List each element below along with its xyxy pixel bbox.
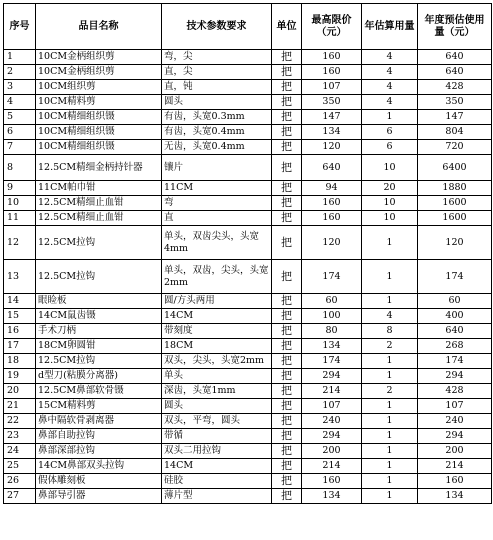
item-name: 假体雕刻板 — [36, 474, 162, 489]
row-index: 21 — [4, 399, 36, 414]
row-index: 9 — [4, 181, 36, 196]
item-name: 15CM精料剪 — [36, 399, 162, 414]
item-unit: 把 — [272, 294, 302, 309]
row-index: 27 — [4, 489, 36, 504]
table-row — [4, 339, 492, 354]
table-row — [4, 80, 492, 95]
item-annual-total: 174 — [418, 354, 492, 369]
item-name: 14CM鼻部双头拉钩 — [36, 459, 162, 474]
table-row — [4, 399, 492, 414]
row-index: 4 — [4, 95, 36, 110]
item-unit: 把 — [272, 459, 302, 474]
item-name: 鼻部深部拉钩 — [36, 444, 162, 459]
item-unit: 把 — [272, 414, 302, 429]
item-spec: 无齿，头宽0.4mm — [162, 140, 272, 155]
item-annual-qty: 1 — [362, 459, 418, 474]
row-index: 24 — [4, 444, 36, 459]
item-unit: 把 — [272, 309, 302, 324]
item-name: 10CM金柄组织剪 — [36, 50, 162, 65]
item-spec: 单头，双齿，尖头，头宽2mm — [162, 260, 272, 294]
item-annual-total: 428 — [418, 80, 492, 95]
item-annual-qty: 2 — [362, 384, 418, 399]
header-row — [4, 4, 492, 50]
table-row — [4, 309, 492, 324]
row-index: 17 — [4, 339, 36, 354]
item-annual-total: 1880 — [418, 181, 492, 196]
item-spec: 薄片型 — [162, 489, 272, 504]
row-index: 22 — [4, 414, 36, 429]
item-max-price: 160 — [302, 65, 362, 80]
item-unit: 把 — [272, 369, 302, 384]
item-annual-total: 107 — [418, 399, 492, 414]
header-name: 品目名称 — [36, 4, 162, 50]
table-row — [4, 444, 492, 459]
row-index: 5 — [4, 110, 36, 125]
row-index: 25 — [4, 459, 36, 474]
item-annual-total: 640 — [418, 50, 492, 65]
item-name: 14CM鼠齿镊 — [36, 309, 162, 324]
item-annual-qty: 2 — [362, 339, 418, 354]
item-max-price: 294 — [302, 369, 362, 384]
item-name: 眼睑板 — [36, 294, 162, 309]
item-spec: 圆头 — [162, 95, 272, 110]
item-max-price: 174 — [302, 354, 362, 369]
item-annual-qty: 10 — [362, 211, 418, 226]
item-annual-total: 294 — [418, 369, 492, 384]
table-row — [4, 50, 492, 65]
row-index: 2 — [4, 65, 36, 80]
item-max-price: 240 — [302, 414, 362, 429]
item-max-price: 214 — [302, 384, 362, 399]
item-annual-qty: 1 — [362, 110, 418, 125]
item-name: 11CM帕巾钳 — [36, 181, 162, 196]
table-row — [4, 196, 492, 211]
item-annual-total: 400 — [418, 309, 492, 324]
item-max-price: 147 — [302, 110, 362, 125]
item-max-price: 134 — [302, 489, 362, 504]
item-spec: 直，尖 — [162, 65, 272, 80]
item-spec: 双头二用拉钩 — [162, 444, 272, 459]
item-spec: 有齿，头宽0.4mm — [162, 125, 272, 140]
item-max-price: 120 — [302, 226, 362, 260]
item-annual-qty: 10 — [362, 155, 418, 181]
table-row — [4, 369, 492, 384]
item-name: 10CM精细组织镊 — [36, 140, 162, 155]
item-max-price: 134 — [302, 125, 362, 140]
item-name: 鼻中隔软骨剥离器 — [36, 414, 162, 429]
item-unit: 把 — [272, 384, 302, 399]
item-name: 18CM卵圆钳 — [36, 339, 162, 354]
item-name: 鼻部导引器 — [36, 489, 162, 504]
item-unit: 把 — [272, 260, 302, 294]
table-row — [4, 140, 492, 155]
item-unit: 把 — [272, 80, 302, 95]
item-name: 10CM精细组织镊 — [36, 125, 162, 140]
item-max-price: 107 — [302, 399, 362, 414]
header-spec: 技术参数要求 — [162, 4, 272, 50]
item-unit: 把 — [272, 50, 302, 65]
item-annual-qty: 4 — [362, 95, 418, 110]
item-annual-qty: 1 — [362, 429, 418, 444]
item-annual-qty: 1 — [362, 369, 418, 384]
item-annual-qty: 10 — [362, 196, 418, 211]
row-index: 6 — [4, 125, 36, 140]
item-unit: 把 — [272, 489, 302, 504]
item-max-price: 174 — [302, 260, 362, 294]
item-annual-total: 804 — [418, 125, 492, 140]
item-annual-qty: 1 — [362, 474, 418, 489]
table-row — [4, 489, 492, 504]
item-annual-total: 240 — [418, 414, 492, 429]
item-name: 12.5CM精细止血钳 — [36, 196, 162, 211]
item-unit: 把 — [272, 324, 302, 339]
item-annual-total: 350 — [418, 95, 492, 110]
row-index: 13 — [4, 260, 36, 294]
item-spec: 双头，平弯，圆头 — [162, 414, 272, 429]
item-unit: 把 — [272, 140, 302, 155]
item-name: 12.5CM拉钩 — [36, 226, 162, 260]
item-spec: 硅胶 — [162, 474, 272, 489]
table-row — [4, 474, 492, 489]
row-index: 16 — [4, 324, 36, 339]
item-name: 手术刀柄 — [36, 324, 162, 339]
table-row — [4, 294, 492, 309]
item-annual-qty: 8 — [362, 324, 418, 339]
item-name: 鼻部自助拉钩 — [36, 429, 162, 444]
item-max-price: 160 — [302, 474, 362, 489]
item-annual-total: 147 — [418, 110, 492, 125]
table-body — [4, 50, 492, 504]
table-row — [4, 459, 492, 474]
item-annual-qty: 1 — [362, 294, 418, 309]
item-annual-qty: 20 — [362, 181, 418, 196]
item-spec: 带循 — [162, 429, 272, 444]
row-index: 19 — [4, 369, 36, 384]
item-annual-total: 200 — [418, 444, 492, 459]
table-row — [4, 324, 492, 339]
item-max-price: 200 — [302, 444, 362, 459]
row-index: 8 — [4, 155, 36, 181]
item-spec: 14CM — [162, 309, 272, 324]
item-spec: 单头 — [162, 369, 272, 384]
item-unit: 把 — [272, 95, 302, 110]
item-max-price: 294 — [302, 429, 362, 444]
table-row — [4, 125, 492, 140]
table-row — [4, 95, 492, 110]
item-max-price: 640 — [302, 155, 362, 181]
item-unit: 把 — [272, 211, 302, 226]
item-spec: 双头，尖头，头宽2mm — [162, 354, 272, 369]
item-name: 10CM金柄组织剪 — [36, 65, 162, 80]
item-spec: 有齿，头宽0.3mm — [162, 110, 272, 125]
item-annual-qty: 1 — [362, 444, 418, 459]
item-annual-qty: 4 — [362, 65, 418, 80]
row-index: 7 — [4, 140, 36, 155]
row-index: 18 — [4, 354, 36, 369]
item-name: 10CM精料剪 — [36, 95, 162, 110]
item-name: 12.5CM拉钩 — [36, 260, 162, 294]
item-annual-qty: 4 — [362, 309, 418, 324]
item-name: 12.5CM精细金柄持针器 — [36, 155, 162, 181]
item-spec: 直 — [162, 211, 272, 226]
item-spec: 深齿，头宽1mm — [162, 384, 272, 399]
item-annual-qty: 1 — [362, 399, 418, 414]
table-row — [4, 226, 492, 260]
row-index: 12 — [4, 226, 36, 260]
item-spec: 14CM — [162, 459, 272, 474]
item-spec: 直，钝 — [162, 80, 272, 95]
item-spec: 弯 — [162, 196, 272, 211]
table-row — [4, 155, 492, 181]
header-total: 年度预估使用量（元） — [418, 4, 492, 50]
item-unit: 把 — [272, 65, 302, 80]
item-annual-total: 134 — [418, 489, 492, 504]
table-row — [4, 211, 492, 226]
item-annual-total: 268 — [418, 339, 492, 354]
item-annual-total: 1600 — [418, 211, 492, 226]
item-unit: 把 — [272, 125, 302, 140]
item-unit: 把 — [272, 110, 302, 125]
table-row — [4, 429, 492, 444]
header-index: 序号 — [4, 4, 36, 50]
item-unit: 把 — [272, 474, 302, 489]
table-row — [4, 110, 492, 125]
item-annual-total: 120 — [418, 226, 492, 260]
item-annual-qty: 1 — [362, 489, 418, 504]
item-annual-qty: 4 — [362, 50, 418, 65]
item-unit: 把 — [272, 444, 302, 459]
item-max-price: 80 — [302, 324, 362, 339]
table-row — [4, 65, 492, 80]
item-name: 10CM精细组织镊 — [36, 110, 162, 125]
item-annual-total: 160 — [418, 474, 492, 489]
header-unit: 单位 — [272, 4, 302, 50]
item-annual-total: 6400 — [418, 155, 492, 181]
item-spec: 弯，尖 — [162, 50, 272, 65]
row-index: 1 — [4, 50, 36, 65]
item-annual-total: 640 — [418, 324, 492, 339]
item-name: 12.5CM精细止血钳 — [36, 211, 162, 226]
item-name: d型刀(粘膜分离器) — [36, 369, 162, 384]
item-annual-total: 640 — [418, 65, 492, 80]
row-index: 10 — [4, 196, 36, 211]
item-max-price: 134 — [302, 339, 362, 354]
item-spec: 单头，双齿尖头，头宽4mm — [162, 226, 272, 260]
item-unit: 把 — [272, 399, 302, 414]
table-row — [4, 384, 492, 399]
item-spec: 带刻度 — [162, 324, 272, 339]
item-unit: 把 — [272, 226, 302, 260]
item-annual-qty: 1 — [362, 354, 418, 369]
row-index: 15 — [4, 309, 36, 324]
item-name: 12.5CM拉钩 — [36, 354, 162, 369]
item-annual-total: 60 — [418, 294, 492, 309]
table-row — [4, 354, 492, 369]
item-annual-qty: 6 — [362, 125, 418, 140]
item-spec: 圆头 — [162, 399, 272, 414]
item-spec: 11CM — [162, 181, 272, 196]
item-max-price: 107 — [302, 80, 362, 95]
item-max-price: 160 — [302, 196, 362, 211]
item-max-price: 60 — [302, 294, 362, 309]
row-index: 11 — [4, 211, 36, 226]
item-name: 12.5CM鼻部软骨镊 — [36, 384, 162, 399]
item-unit: 把 — [272, 155, 302, 181]
item-max-price: 214 — [302, 459, 362, 474]
item-unit: 把 — [272, 181, 302, 196]
item-annual-qty: 1 — [362, 260, 418, 294]
item-annual-total: 1600 — [418, 196, 492, 211]
row-index: 14 — [4, 294, 36, 309]
row-index: 20 — [4, 384, 36, 399]
item-annual-total: 294 — [418, 429, 492, 444]
table-row — [4, 414, 492, 429]
table-row — [4, 181, 492, 196]
item-name: 10CM组织剪 — [36, 80, 162, 95]
item-unit: 把 — [272, 339, 302, 354]
item-max-price: 100 — [302, 309, 362, 324]
row-index: 3 — [4, 80, 36, 95]
procurement-table — [3, 3, 492, 504]
header-qty: 年估算用量 — [362, 4, 418, 50]
item-unit: 把 — [272, 196, 302, 211]
item-annual-total: 214 — [418, 459, 492, 474]
item-max-price: 160 — [302, 50, 362, 65]
item-annual-total: 174 — [418, 260, 492, 294]
item-annual-qty: 4 — [362, 80, 418, 95]
item-annual-total: 720 — [418, 140, 492, 155]
item-unit: 把 — [272, 429, 302, 444]
item-max-price: 350 — [302, 95, 362, 110]
item-annual-qty: 1 — [362, 414, 418, 429]
item-unit: 把 — [272, 354, 302, 369]
row-index: 23 — [4, 429, 36, 444]
item-spec: 圆/方头两用 — [162, 294, 272, 309]
item-annual-total: 428 — [418, 384, 492, 399]
row-index: 26 — [4, 474, 36, 489]
item-max-price: 160 — [302, 211, 362, 226]
item-spec: 镶片 — [162, 155, 272, 181]
item-max-price: 94 — [302, 181, 362, 196]
table-row — [4, 260, 492, 294]
item-annual-qty: 6 — [362, 140, 418, 155]
item-spec: 18CM — [162, 339, 272, 354]
item-annual-qty: 1 — [362, 226, 418, 260]
header-price: 最高限价（元） — [302, 4, 362, 50]
item-max-price: 120 — [302, 140, 362, 155]
